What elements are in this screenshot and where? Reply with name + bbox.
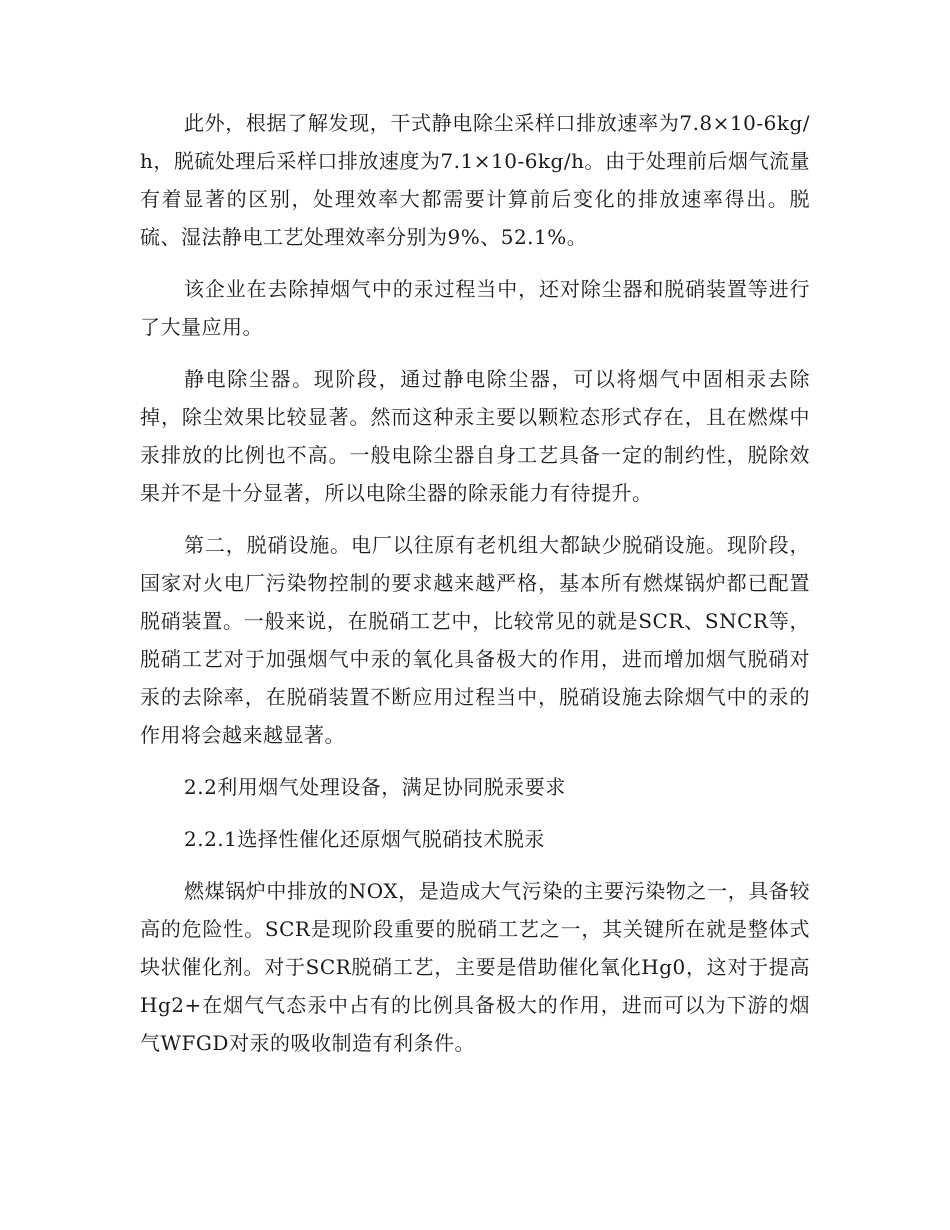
paragraph-emission-rates: 此外，根据了解发现，干式静电除尘采样口排放速率为7.8×10-6kg/h，脱硫处理后采样口排放速度为7.1×10-6kg/h。由于处理前后烟气流量有着显著的区别，处理效率大都需要计算前后变化的排放速率得出。脱硫、湿法静电工艺处理效率分别为9%、52.1%。 (140, 111, 810, 249)
section-heading-2-2-1: 2.2.1选择性催化还原烟气脱硝技术脱汞 (184, 827, 545, 851)
paragraph-denitrification: 第二，脱硝设施。电厂以往原有老机组大都缺少脱硝设施。现阶段，国家对火电厂污染物控制的要求越来越严格，基本所有燃煤锅炉都已配置脱硝装置。一般来说，在脱硝工艺中，比较常见的就是SCR、SNCR等，脱硝工艺对于加强烟气中汞的氧化具备极大的作用，进而增加烟气脱硝对汞的去除率，在脱硝装置不断应用过程当中，脱硝设施去除烟气中的汞的作用将会越来越显著。 (140, 533, 810, 747)
paragraph-scr-technology: 燃煤锅炉中排放的NOX，是造成大气污染的主要污染物之一，具备较高的危险性。SCR是现阶段重要的脱硝工艺之一，其关键所在就是整体式块状催化剂。对于SCR脱硝工艺，主要是借助催化氧化Hg0，这对于提高Hg2+在烟气气态汞中占有的比例具备极大的作用，进而可以为下游的烟气WFGD对汞的吸收制造有利条件。 (140, 879, 810, 1055)
section-heading-2-2: 2.2利用烟气处理设备，满足协同脱汞要求 (184, 775, 566, 799)
paragraph-enterprise-equipment: 该企业在去除掉烟气中的汞过程当中，还对除尘器和脱硝装置等进行了大量应用。 (140, 277, 810, 339)
document-page (140, 104, 810, 1076)
paragraph-electrostatic-precipitator: 静电除尘器。现阶段，通过静电除尘器，可以将烟气中固相汞去除掉，除尘效果比较显著。然而这种汞主要以颗粒态形式存在，且在燃煤中汞排放的比例也不高。一般电除尘器自身工艺具备一定的制约性，脱除效果并不是十分显著，所以电除尘器的除汞能力有待提升。 (140, 367, 810, 505)
